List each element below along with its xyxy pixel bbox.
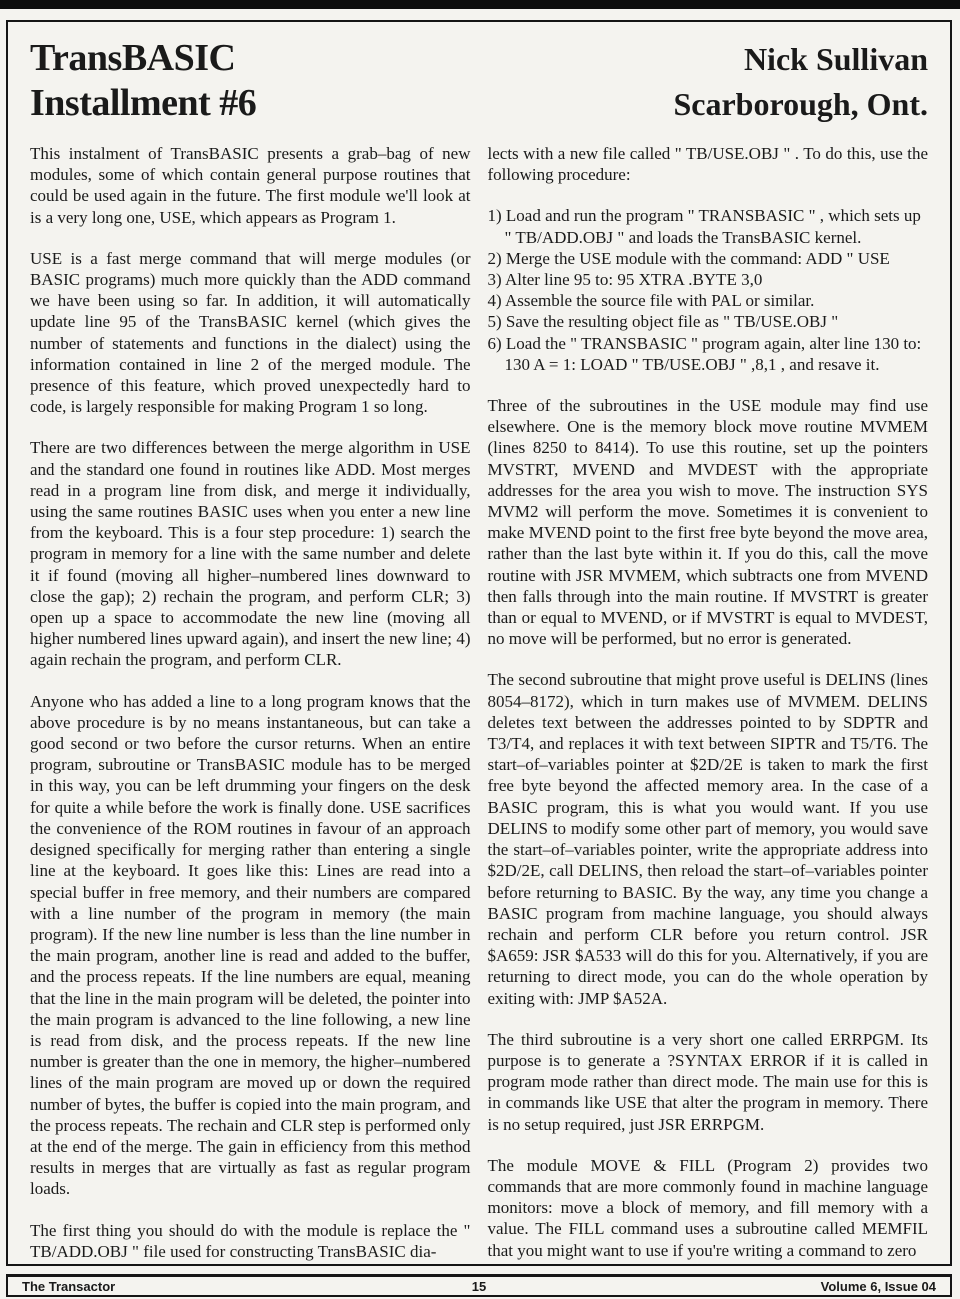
title-line-1: TransBASIC [30, 37, 236, 79]
procedure-step [488, 248, 929, 269]
magazine-name: The Transactor [22, 1278, 116, 1294]
paragraph: The module MOVE & FILL (Program 2) provides two commands that are more commonly found in machine language monitors: move a block of memory, and fill memory with a value. The FILL command uses a subroutine called MEMFIL that you might want to use if you're writing a command to zero [487, 1155, 928, 1260]
author-name: Nick Sullivan [743, 41, 928, 77]
top-black-bar [0, 0, 960, 9]
paragraph: The third subroutine is a very short one called ERRPGM. Its purpose is to generate a ?SYNTAX ERROR if it is called in program mode rather than direct mode. The main use for this is in commands like USE that alter the program in memory. There is no setup required, just JSR ERRPGM. [487, 1029, 928, 1134]
left-column [30, 143, 471, 1262]
article-frame [6, 20, 952, 1266]
paragraph: lects with a new file called " TB/USE.OBJ " . To do this, use the following procedure: [487, 144, 928, 185]
step-text: Load and run the program " TRANSBASIC " , which sets up " TB/ADD.OBJ " and loads the TransBASIC kernel. [504, 206, 921, 247]
step-text: Load the " TRANSBASIC " program again, alter line 130 to: 130 A = 1: LOAD " TB/USE.OBJ " ,8,1 , and resave it. [504, 333, 922, 374]
right-column [488, 143, 929, 1262]
procedure-step [488, 269, 929, 290]
step-number: 6) [487, 333, 502, 353]
paragraph: USE is a fast merge command that will merge modules (or BASIC programs) much more quickly than the ADD command we have been using so far. In addition, it will automatically update line 95 of the TransBASIC kernel (which gives the number of statements and functions in the dialect) using the information contained in line 2 of the merged module. The presence of this feature, which proved unexpectedly hard to code, is largely responsible for making Program 1 so long. [30, 248, 471, 417]
procedure-list [488, 205, 929, 375]
page-footer [6, 1274, 952, 1297]
step-text: Alter line 95 to: 95 XTRA .BYTE 3,0 [504, 270, 763, 290]
paragraph: The first thing you should do with the module is replace the " TB/ADD.OBJ " file used for constructing TransBASIC dia- [30, 1220, 471, 1261]
step-text: Merge the USE module with the command: ADD " USE [505, 248, 890, 268]
procedure-step [488, 333, 929, 375]
step-text: Save the resulting object file as " TB/USE.OBJ " [505, 312, 839, 332]
step-text: Assemble the source file with PAL or similar. [504, 291, 815, 311]
title-line-2: Installment #6 [30, 82, 257, 124]
article-byline [673, 36, 928, 127]
paragraph: Anyone who has added a line to a long program knows that the above procedure is by no means instantaneous, but can take a good second or two before the cursor returns. When an entire program, subroutine or TransBASIC module has to be merged in this way, you can be left drumming your fingers on the desk for quite a while before the work is finally done. USE sacrifices the convenience of the ROM routines in favour of an approach designed specifically for merging rather than entering a single line at the keyboard. It goes like this: Lines are read into a special buffer in free memory, and their numbers are compared with a line number of the program in memory (the main program). If the new line number is less than the line number in the main program, another line is read and added to the buffer, and the process repeats. If the line numbers are equal, meaning that the line in the main program will be deleted, the pointer into the main program is advanced to the line following, a new line is read from disk, and the process repeats. If the new line number is greater than the one in memory, the higher–numbered lines of the main program are moved up or down the required number of bytes, the buffer is copied into the main program, and the process repeats. The rechain and CLR step is performed only at the end of the merge. The gain in efficiency from this method results in merges that are virtually as fast as regular program loads. [30, 691, 471, 1199]
page-number: 15 [471, 1278, 487, 1294]
paragraph: This instalment of TransBASIC presents a grab–bag of new modules, some of which contain general purpose routines that could be used again in the future. The first module we'll look at is a very long one, USE, which appears as Program 1. [30, 144, 471, 227]
article-title [30, 36, 256, 126]
procedure-step [488, 311, 929, 332]
paragraph: There are two differences between the merge algorithm in USE and the standard one found in routines like ADD. Most merges read in a program line from disk, and merge it individually, using the same routines BASIC uses when you enter a new line from the keyboard. This is a four step procedure: 1) search the program in memory for a line with the same number and delete it if found (moving all higher–numbered lines downward to close the gap); 2) rechain the program, and perform CLR; 3) open up a space to accommodate the new line (moving all higher numbered lines upward again), and insert the new line; 4) again rechain the program, and perform CLR. [30, 438, 471, 670]
paragraph: The second subroutine that might prove useful is DELINS (lines 8054–8172), which in turn makes use of MVMEM. DELINS deletes text between the addresses pointed to by SDPTR and T3/T4, and replaces it with text between SIPTR and T5/T6. The start–of–variables pointer at $2D/2E is taken to mark the first free byte beyond the affected memory area. In the case of a BASIC program, this is what you would want. If you use DELINS to modify some other part of memory, you would save the start–of–variables pointer, write the appropriate address into $2D/2E, call DELINS, then reload the start–of–variables pointer before returning to BASIC. By the way, any time you change a BASIC program from machine language, you should always rechain and perform CLR before you return control. JSR $A659: JSR $A533 will do this for you. Alternatively, if you are returning to direct mode, you can do the whole operation by exiting with: JMP $A52A. [487, 670, 928, 1008]
procedure-step [488, 205, 929, 247]
procedure-step [488, 290, 929, 311]
step-number: 4) [487, 291, 502, 311]
step-number: 2) [487, 248, 502, 268]
issue-label: Volume 6, Issue 04 [820, 1278, 937, 1294]
author-location: Scarborough, Ont. [673, 86, 928, 122]
article-header [30, 36, 928, 127]
step-number: 5) [487, 312, 502, 332]
step-number: 1) [487, 206, 502, 226]
step-number: 3) [487, 270, 502, 290]
article-body [30, 143, 928, 1262]
paragraph: Three of the subroutines in the USE module may find use elsewhere. One is the memory block move routine MVMEM (lines 8250 to 8414). To use this routine, set up the pointers MVSTRT, MVEND and MVDEST with the appropriate addresses for the area you wish to move. The instruction SYS MVM2 will perform the move. Sometimes it is convenient to make MVEND point to the first free byte beyond the move area, rather than the last byte within it. If you do this, call the move routine with JSR MVMEM, which subtracts one from MVEND then falls through into the main routine. If MVSTRT is greater than or equal to MVEND, or if MVSTRT is equal to MVDEST, no move will be performed, but no error is generated. [487, 396, 928, 649]
